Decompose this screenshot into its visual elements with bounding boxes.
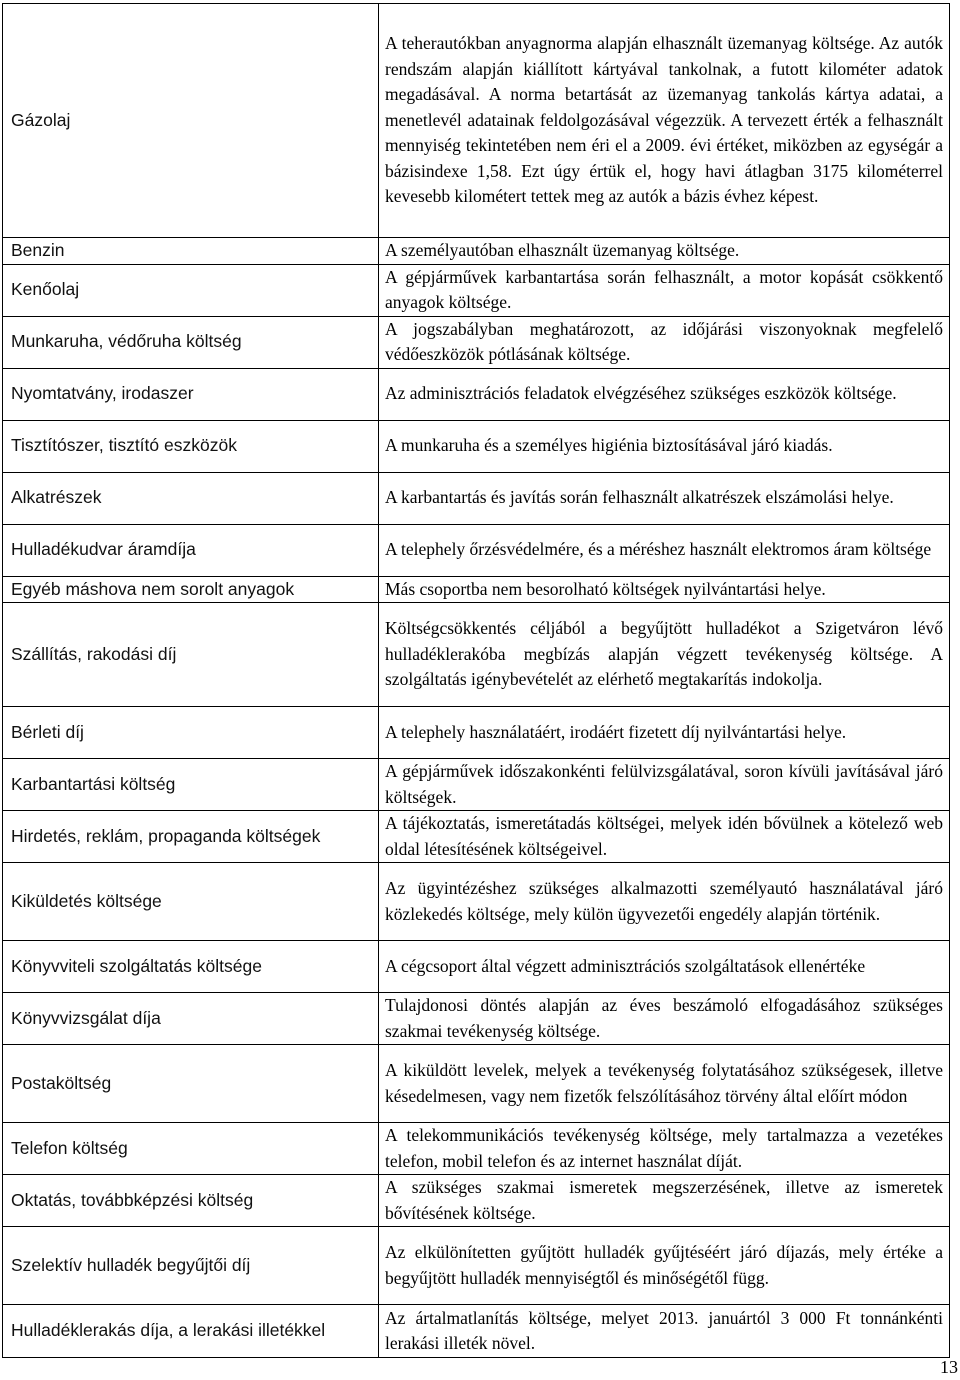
table-row bbox=[3, 707, 950, 759]
category-cell: Hulladéklerakás díja, a lerakási illetékkel bbox=[3, 1305, 379, 1358]
description-cell: A gépjárművek időszakonkénti felülvizsgálatával, soron kívüli javításával járó költségek. bbox=[379, 759, 950, 811]
description-cell: A telephely őrzésvédelmére, és a méréshez használt elektromos áram költsége bbox=[379, 524, 950, 576]
category-cell: Telefon költség bbox=[3, 1123, 379, 1175]
description-cell: A személyautóban elhasznált üzemanyag költsége. bbox=[379, 238, 950, 265]
description-cell: A teherautókban anyagnorma alapján elhasznált üzemanyag költsége. Az autók rendszám alapján kiállított kártyával tankolnak, a futott kilométer adatok megadásával. A norma betartását az üzemanyag tankolás kártya adatai, a menetlevél adatainak feldolgozásával végezzük. A tervezett érték a felhasznált mennyiség tekintetében nem éri el a 2009. évi értéket, miközben az egységár a bázisindexe 1,58. Ezt úgy értük el, hogy havi átlagban 3175 kilométerrel kevesebb kilométert tettek meg az autók a bázis évhez képest. bbox=[379, 4, 950, 238]
category-cell: Oktatás, továbbképzési költség bbox=[3, 1175, 379, 1227]
table-row bbox=[3, 1045, 950, 1123]
category-cell: Könyvvizsgálat díja bbox=[3, 993, 379, 1045]
table-row bbox=[3, 603, 950, 707]
category-cell: Kiküldetés költsége bbox=[3, 863, 379, 941]
table-row bbox=[3, 316, 950, 368]
category-cell: Egyéb máshova nem sorolt anyagok bbox=[3, 576, 379, 603]
table-row bbox=[3, 811, 950, 863]
category-cell: Kenőolaj bbox=[3, 264, 379, 316]
page-number: 13 bbox=[940, 1357, 958, 1377]
category-cell: Hulladékudvar áramdíja bbox=[3, 524, 379, 576]
description-cell: Az elkülönítetten gyűjtött hulladék gyűjtéséért járó díjazás, mely értéke a begyűjtött hulladék mennyiségtől és minőségétől függ. bbox=[379, 1227, 950, 1305]
table-row bbox=[3, 368, 950, 420]
description-cell: Más csoportba nem besorolható költségek nyilvántartási helye. bbox=[379, 576, 950, 603]
table-row bbox=[3, 4, 950, 238]
category-cell: Tisztítószer, tisztító eszközök bbox=[3, 420, 379, 472]
table-row bbox=[3, 1305, 950, 1358]
description-cell: A szükséges szakmai ismeretek megszerzésének, illetve az ismeretek bővítésének költsége. bbox=[379, 1175, 950, 1227]
description-cell: Tulajdonosi döntés alapján az éves beszámoló elfogadásához szükséges szakmai tevékenység költsége. bbox=[379, 993, 950, 1045]
cost-table bbox=[2, 3, 950, 1358]
category-cell: Postaköltség bbox=[3, 1045, 379, 1123]
table-row bbox=[3, 264, 950, 316]
description-cell: A gépjárművek karbantartása során felhasznált, a motor kopását csökkentő anyagok költsége. bbox=[379, 264, 950, 316]
description-cell: Az ügyintézéshez szükséges alkalmazotti személyautó használatával járó közlekedés költsége, mely külön ügyvezetői engedély alapján történik. bbox=[379, 863, 950, 941]
table-row bbox=[3, 993, 950, 1045]
category-cell: Gázolaj bbox=[3, 4, 379, 238]
table-row bbox=[3, 759, 950, 811]
table-row bbox=[3, 576, 950, 603]
category-cell: Hirdetés, reklám, propaganda költségek bbox=[3, 811, 379, 863]
table-row bbox=[3, 238, 950, 265]
category-cell: Szelektív hulladék begyűjtői díj bbox=[3, 1227, 379, 1305]
category-cell: Alkatrészek bbox=[3, 472, 379, 524]
category-cell: Karbantartási költség bbox=[3, 759, 379, 811]
category-cell: Szállítás, rakodási díj bbox=[3, 603, 379, 707]
description-cell: A telekommunikációs tevékenység költsége, mely tartalmazza a vezetékes telefon, mobil telefon és az internet használat díját. bbox=[379, 1123, 950, 1175]
table-row bbox=[3, 941, 950, 993]
description-cell: A kiküldött levelek, melyek a tevékenység folytatásához szükségesek, illetve késedelmesen, vagy nem fizetők felszólításához törvény által előírt módon bbox=[379, 1045, 950, 1123]
category-cell: Benzin bbox=[3, 238, 379, 265]
table-row bbox=[3, 1227, 950, 1305]
description-cell: Az adminisztrációs feladatok elvégzéséhez szükséges eszközök költsége. bbox=[379, 368, 950, 420]
description-cell: A munkaruha és a személyes higiénia biztosításával járó kiadás. bbox=[379, 420, 950, 472]
category-cell: Munkaruha, védőruha költség bbox=[3, 316, 379, 368]
description-cell: A telephely használatáért, irodáért fizetett díj nyilvántartási helye. bbox=[379, 707, 950, 759]
description-cell: A cégcsoport által végzett adminisztrációs szolgáltatások ellenértéke bbox=[379, 941, 950, 993]
category-cell: Nyomtatvány, irodaszer bbox=[3, 368, 379, 420]
description-cell: Az ártalmatlanítás költsége, melyet 2013. januártól 3 000 Ft tonnánkénti lerakási illeték növel. bbox=[379, 1305, 950, 1358]
category-cell: Könyvviteli szolgáltatás költsége bbox=[3, 941, 379, 993]
table-row bbox=[3, 524, 950, 576]
category-cell: Bérleti díj bbox=[3, 707, 379, 759]
description-cell: A karbantartás és javítás során felhasznált alkatrészek elszámolási helye. bbox=[379, 472, 950, 524]
description-cell: Költségcsökkentés céljából a begyűjtött hulladékot a Szigetváron lévő hulladéklerakóba megbízás alapján végzett tevékenység költsége. A szolgáltatás igénybevételét az elérhető megtakarítás indokolja. bbox=[379, 603, 950, 707]
table-row bbox=[3, 863, 950, 941]
description-cell: A tájékoztatás, ismeretátadás költségei, melyek idén bővülnek a kötelező web oldal létesítésének költségeivel. bbox=[379, 811, 950, 863]
description-cell: A jogszabályban meghatározott, az időjárási viszonyoknak megfelelő védőeszközök pótlásának költsége. bbox=[379, 316, 950, 368]
table-row bbox=[3, 1123, 950, 1175]
table-row bbox=[3, 420, 950, 472]
table-row bbox=[3, 1175, 950, 1227]
table-row bbox=[3, 472, 950, 524]
